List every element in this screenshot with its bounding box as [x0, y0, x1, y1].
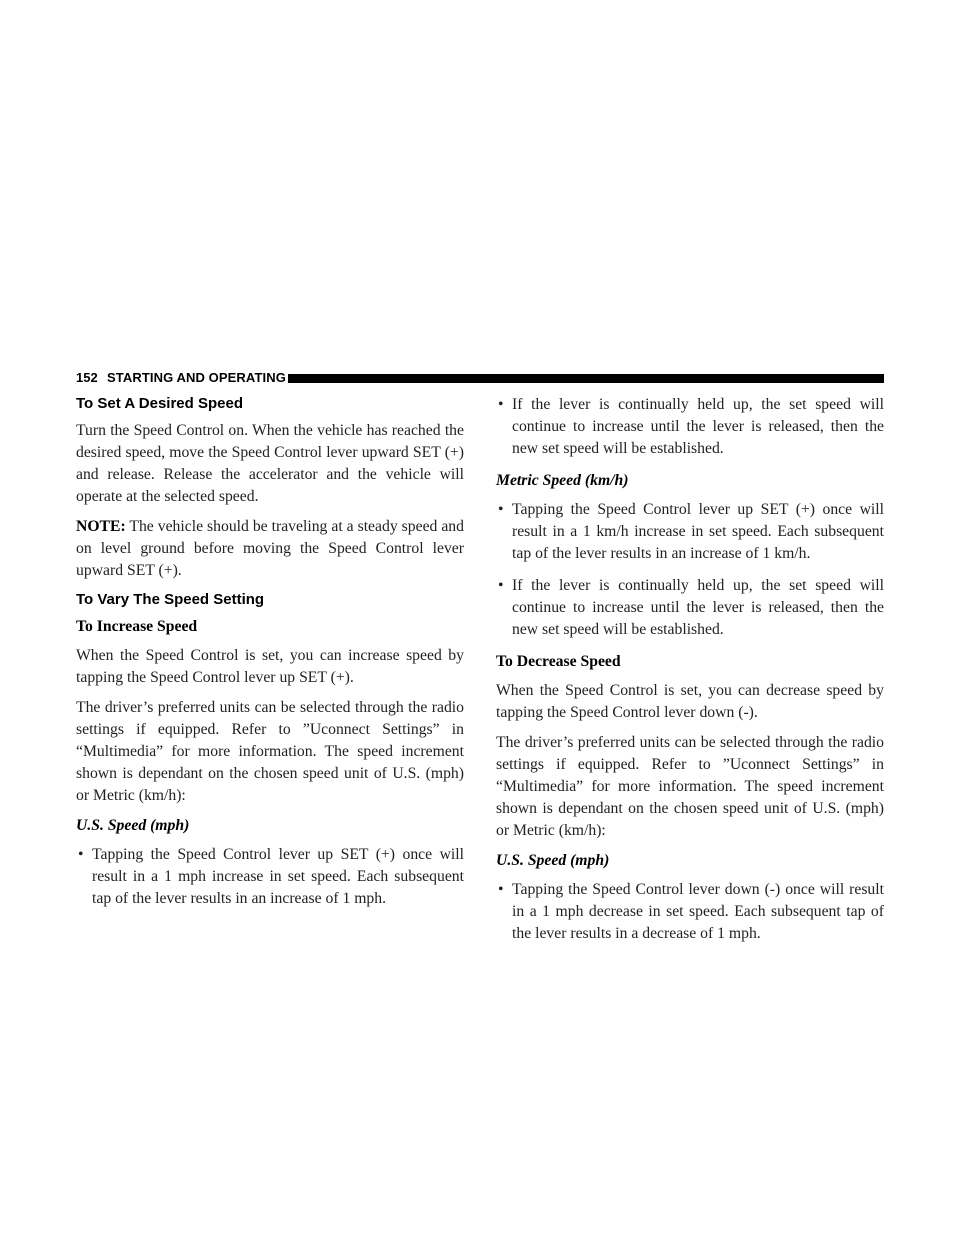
bullet-icon: •: [498, 396, 504, 413]
list-item: [76, 844, 464, 910]
list-item-text: Tapping the Speed Control lever down (-) once will result in a 1 mph decrease in set speed. Each subsequent tap of the lever results in a decrease of 1 mph.: [512, 881, 884, 942]
heading-set-desired-speed: To Set A Desired Speed: [76, 395, 243, 412]
right-column: [496, 394, 884, 955]
bullet-icon: •: [498, 881, 504, 898]
paragraph-set-speed: Turn the Speed Control on. When the vehicle has reached the desired speed, move the Speed Control lever upward SET (+) and release. Release the accelerator and the vehicle will operate at the selected speed.: [76, 422, 464, 505]
paragraph-decrease: When the Speed Control is set, you can decrease speed by tapping the Speed Control lever down (-).: [496, 682, 884, 721]
bullet-icon: •: [498, 577, 504, 594]
bullet-icon: •: [78, 846, 84, 863]
heading-increase-speed: To Increase Speed: [76, 618, 198, 635]
list-item-text: If the lever is continually held up, the set speed will continue to increase until the lever is released, then the new set speed will be established.: [512, 577, 884, 638]
note-text: The vehicle should be traveling at a steady speed and on level ground before moving the Speed Control lever upward SET (+).: [76, 518, 464, 579]
paragraph-increase: When the Speed Control is set, you can increase speed by tapping the Speed Control lever up SET (+).: [76, 647, 464, 686]
note-paragraph: [76, 516, 464, 582]
list-item-text: If the lever is continually held up, the set speed will continue to increase until the lever is released, then the new set speed will be established.: [512, 396, 884, 457]
list-item: [496, 879, 884, 945]
page-number: 152: [76, 370, 98, 385]
list-item: [496, 575, 884, 641]
page-header: [76, 369, 884, 387]
heading-us-speed: U.S. Speed (mph): [76, 817, 190, 834]
paragraph-units: The driver’s preferred units can be selected through the radio settings if equipped. Refer to ”Uconnect Settings” in “Multimedia” for more information. The speed increment shown is dependant on the chosen speed unit of U.S. (mph) or Metric (km/h):: [76, 699, 464, 804]
section-title: STARTING AND OPERATING: [107, 370, 286, 385]
heading-decrease-speed: To Decrease Speed: [496, 653, 621, 670]
list-item-text: Tapping the Speed Control lever up SET (+) once will result in a 1 mph increase in set speed. Each subsequent tap of the lever results in an increase of 1 mph.: [92, 846, 464, 907]
list-item: [496, 394, 884, 460]
list-item: [496, 499, 884, 565]
heading-metric-speed: Metric Speed (km/h): [496, 472, 629, 489]
paragraph-units: The driver’s preferred units can be selected through the radio settings if equipped. Refer to ”Uconnect Settings” in “Multimedia” for more information. The speed increment shown is dependant on the chosen speed unit of U.S. (mph) or Metric (km/h):: [496, 734, 884, 839]
left-column: [76, 394, 464, 920]
header-rule: [288, 374, 884, 383]
bullet-icon: •: [498, 501, 504, 518]
note-label: NOTE:: [76, 518, 126, 535]
heading-us-speed: U.S. Speed (mph): [496, 852, 610, 869]
list-item-text: Tapping the Speed Control lever up SET (+) once will result in a 1 km/h increase in set speed. Each subsequent tap of the lever results in an increase of 1 km/h.: [512, 501, 884, 562]
heading-vary-speed-setting: To Vary The Speed Setting: [76, 591, 265, 608]
